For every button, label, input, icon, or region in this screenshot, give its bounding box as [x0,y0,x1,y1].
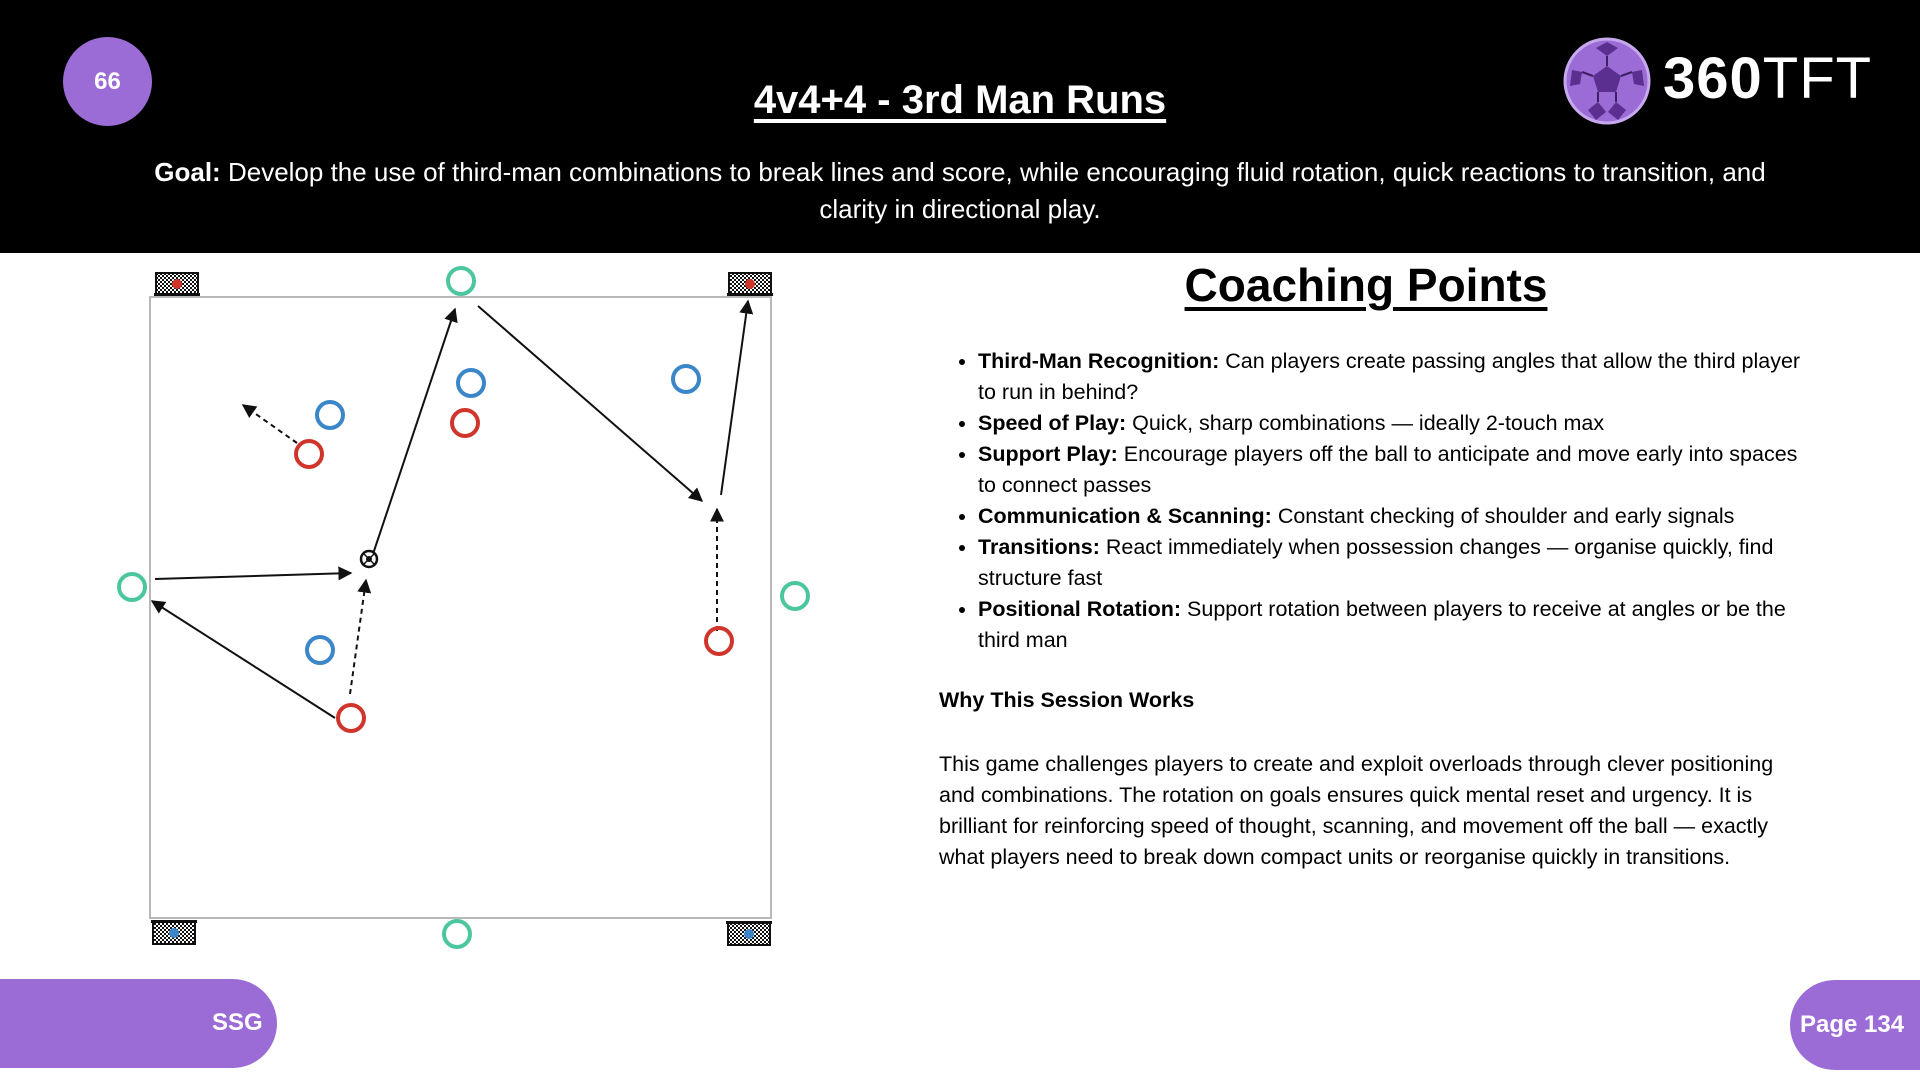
coaching-point [978,408,1808,439]
goal-icon [727,273,773,296]
ball-icon [361,551,377,567]
player-marker [448,268,474,294]
player-marker [119,574,145,600]
brand-logo [1562,36,1882,126]
coaching-point-text: React immediately when possession changes — organise quickly, find structure fast [978,535,1774,590]
coaching-points-list [958,346,1808,656]
header-bar [0,0,1920,253]
pass-arrow [155,573,351,579]
coaching-point-label: Support Play: [978,442,1118,466]
goal-icon [151,920,197,944]
why-text: This game challenges players to create and exploit overloads through clever positioning and combinations. The rotation on goals ensures quick mental reset and urgency. It is brilliant for reinforcing speed of thought, scanning, and movement off the ball — exactly what players need to break down compact units or reorganise quickly in transitions. [939,752,1774,869]
goal-label: Goal: [154,157,221,187]
coaching-point-label: Speed of Play: [978,411,1127,435]
coaching-point [978,346,1808,408]
category-label: SSG [212,1009,263,1036]
coaching-point [978,594,1808,656]
coaching-point [978,532,1808,594]
pitch-diagram [0,253,940,973]
brand-wordmark-bold: 360 [1663,46,1763,111]
coaching-point-text: Quick, sharp combinations — ideally 2-touch max [1126,411,1605,435]
run-arrow [350,580,366,694]
coaching-point-text: Support rotation between players to receive at angles or be the third man [978,597,1786,652]
player-marker [458,370,484,396]
brand-wordmark-light: TFT [1762,46,1873,111]
coaching-point [978,439,1808,501]
pass-arrow [373,309,455,554]
goal-statement [120,154,1800,228]
pass-arrow [478,306,702,501]
soccer-ball-icon [1562,36,1652,126]
coaching-point-text: Constant checking of shoulder and early signals [1271,504,1735,528]
goal-text: Develop the use of third-man combinations to break lines and score, while encouraging fluid rotation, quick reactions to transition, and clarity in directional play. [227,157,1766,224]
player-marker [452,410,478,436]
player-marker [782,583,808,609]
run-arrow [243,405,297,443]
coaching-point-text: Encourage players off the ball to anticipate and move early into spaces to connect passes [978,442,1798,497]
page-title: 4v4+4 - 3rd Man Runs [753,78,1167,122]
coaching-points-title: Coaching Points [1184,259,1548,311]
coaching-point-label: Third-Man Recognition: [978,349,1220,373]
pass-arrow [152,601,335,718]
player-marker [307,637,333,663]
brand-wordmark [1663,44,1872,114]
player-marker [317,402,343,428]
player-marker [706,628,732,654]
player-marker [444,921,470,947]
player-marker [673,366,699,392]
coaching-point [978,501,1808,532]
coaching-point-label: Transitions: [978,535,1100,559]
session-number: 66 [94,67,121,95]
goal-icon [726,921,772,945]
goal-icon [154,273,200,296]
why-heading: Why This Session Works [939,688,1195,712]
player-marker [338,705,364,731]
pass-arrow [721,301,748,495]
coaching-point-label: Communication & Scanning: [978,504,1272,528]
coaching-point-text: Can players create passing angles that allow the third player to run in behind? [978,349,1801,404]
coaching-point-label: Positional Rotation: [978,597,1182,621]
player-marker [296,441,322,467]
page-number: Page 134 [1800,1011,1905,1038]
